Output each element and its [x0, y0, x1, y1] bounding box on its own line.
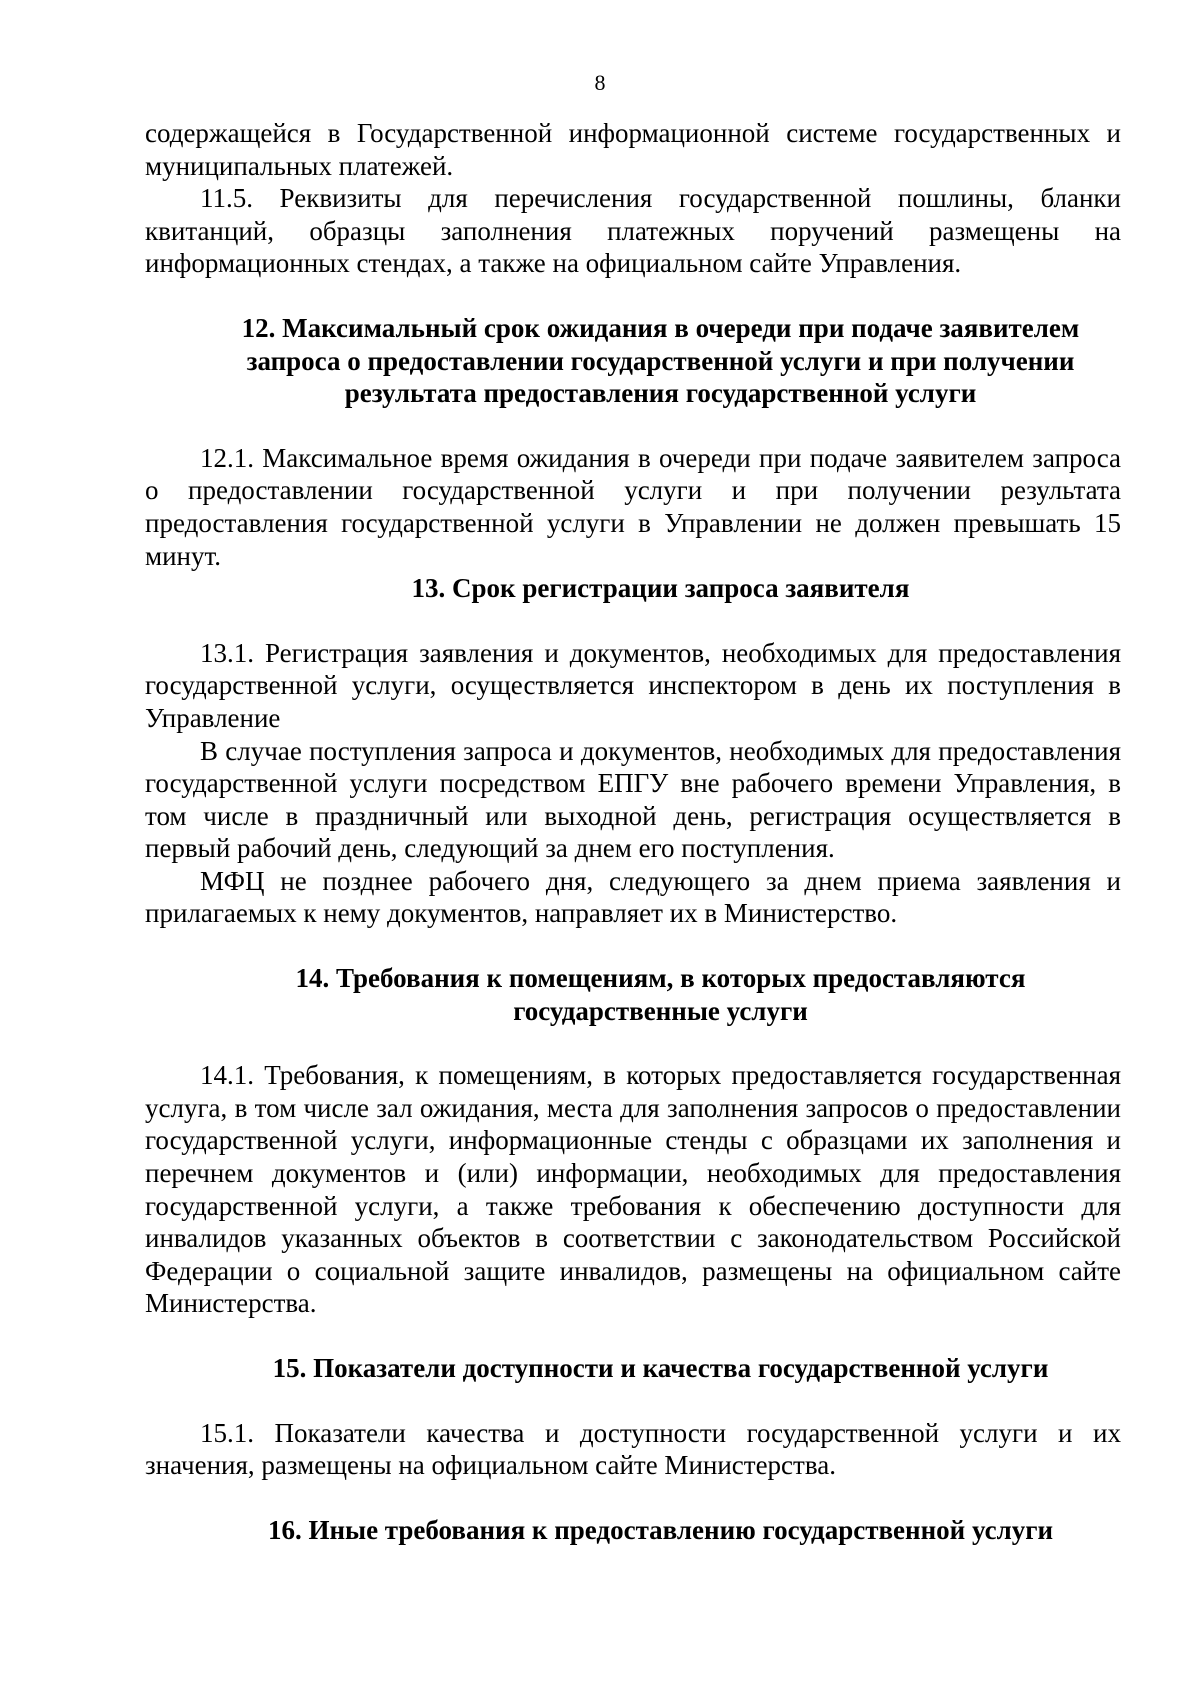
section-heading-16: 16. Иные требования к предоставлению государственной услуги [267, 1514, 1054, 1545]
paragraph-14-1: 14.1. Требования, к помещениям, в которых предоставляется государственная услуга, в том числе зал ожидания, места для заполнения запросов о предоставлении государственной услуги, информационные стенды с образцами их заполнения и перечнем документов и (или) информации, необходимых для предоставления государственной услуги, а также требования к обеспечению доступности для инвалидов указанных объектов в соответствии с законодательством Российской Федерации о социальной защите инвалидов, размещены на официальном сайте Министерства. [145, 1060, 1121, 1319]
section-heading-14: 14. Требования к помещениям, в которых предоставляются государственные услуги [295, 963, 1026, 1026]
paragraph-12-1: 12.1. Максимальное время ожидания в очереди при подаче заявителем запроса о предоставлении государственной услуги и при получении результата предоставления государственной услуги в Управлении не должен превышать 15 минут. [145, 442, 1121, 571]
document-body [145, 117, 1121, 1546]
page-number: 8 [594, 70, 606, 95]
paragraph-15-1: 15.1. Показатели качества и доступности государственной услуги и их значения, размещены на официальном сайте Министерства. [145, 1417, 1121, 1481]
paragraph-13-2: В случае поступления запроса и документов, необходимых для предоставления государственной услуги посредством ЕПГУ вне рабочего времени Управления, в том числе в праздничный или выходной день, регистрация осуществляется в первый рабочий день, следующий за днем его поступления. [145, 735, 1121, 864]
paragraph-continuation: содержащейся в Государственной информационной системе государственных и муниципальных платежей. [145, 118, 1121, 181]
paragraph-13-1: 13.1. Регистрация заявления и документов, необходимых для предоставления государственной услуги, осуществляется инспектором в день их поступления в Управление [145, 637, 1121, 733]
paragraph-11-5: 11.5. Реквизиты для перечисления государственной пошлины, бланки квитанций, образцы заполнения платежных поручений размещены на информационных стендах, а также на официальном сайте Управления. [145, 183, 1121, 279]
paragraph-13-3: МФЦ не позднее рабочего дня, следующего за днем приема заявления и прилагаемых к нему документов, направляет их в Министерство. [145, 865, 1121, 929]
section-heading-15: 15. Показатели доступности и качества государственной услуги [272, 1353, 1049, 1383]
section-heading-12: 12. Максимальный срок ожидания в очереди при подаче заявителем запроса о предоставлении государственной услуги и при получении результата предоставления государственной услуги [241, 312, 1080, 409]
section-heading-13: 13. Срок регистрации запроса заявителя [411, 573, 910, 604]
